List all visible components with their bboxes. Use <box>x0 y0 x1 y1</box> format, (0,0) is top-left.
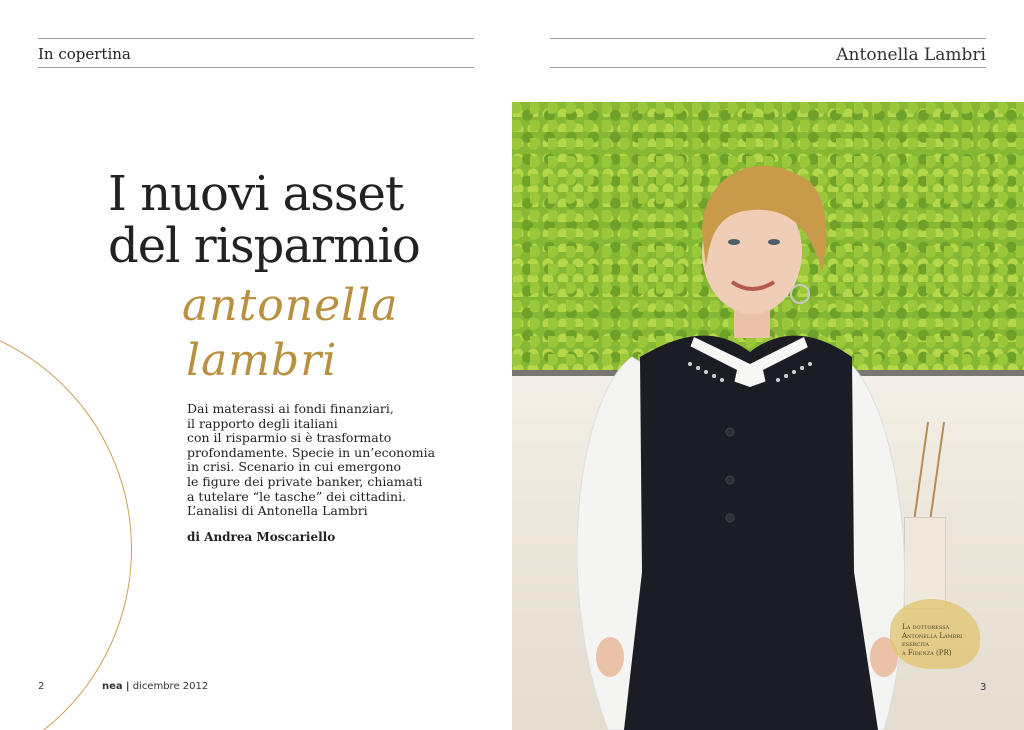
caption-line: a Fidenza (PR) <box>902 648 952 657</box>
header-rule-bottom-right <box>550 67 986 68</box>
abstract-line: con il risparmio si è trasformato <box>187 430 392 446</box>
header-rule-top <box>38 38 474 39</box>
header-rule-bottom <box>38 67 474 68</box>
abstract-line: Dai materassi ai fondi finanziari, <box>187 401 394 416</box>
page-number-right: 3 <box>980 682 987 693</box>
magazine-name: nea <box>102 681 123 692</box>
photo-caption <box>902 623 962 657</box>
decorative-arc <box>0 318 132 730</box>
header-subject-name: Antonella Lambri <box>836 45 986 65</box>
abstract-line: profondamente. Specie in un’economia <box>187 444 436 460</box>
abstract-line: le figure dei private banker, chiamati <box>187 473 423 489</box>
caption-line: esercita <box>902 640 929 648</box>
portrait-photo <box>512 102 1024 730</box>
article-title <box>108 168 420 272</box>
abstract-line: in crisi. Scenario in cui emergono <box>187 459 402 475</box>
caption-line: La dottoressa <box>902 623 950 631</box>
right-page <box>512 0 1024 730</box>
section-label: In copertina <box>38 45 131 63</box>
abstract-line: L’analisi di Antonella Lambri <box>187 503 368 519</box>
abstract-line: il rapporto degli italiani <box>187 415 338 431</box>
header-rule-top-right <box>550 38 986 39</box>
article-abstract <box>187 402 437 519</box>
footer-separator: | <box>125 681 130 692</box>
title-line: I nuovi asset <box>108 166 404 222</box>
script-first-name: antonella <box>182 280 399 331</box>
page-number-left: 2 <box>38 681 45 692</box>
caption-line: Antonella Lambri <box>902 631 963 640</box>
footer-magazine <box>102 681 208 692</box>
title-line: del risparmio <box>108 218 420 274</box>
issue-date: dicembre 2012 <box>132 681 209 692</box>
script-last-name: lambri <box>186 335 338 386</box>
byline: di Andrea Moscariello <box>187 530 336 544</box>
abstract-line: a tutelare “le tasche” dei cittadini. <box>187 488 407 504</box>
